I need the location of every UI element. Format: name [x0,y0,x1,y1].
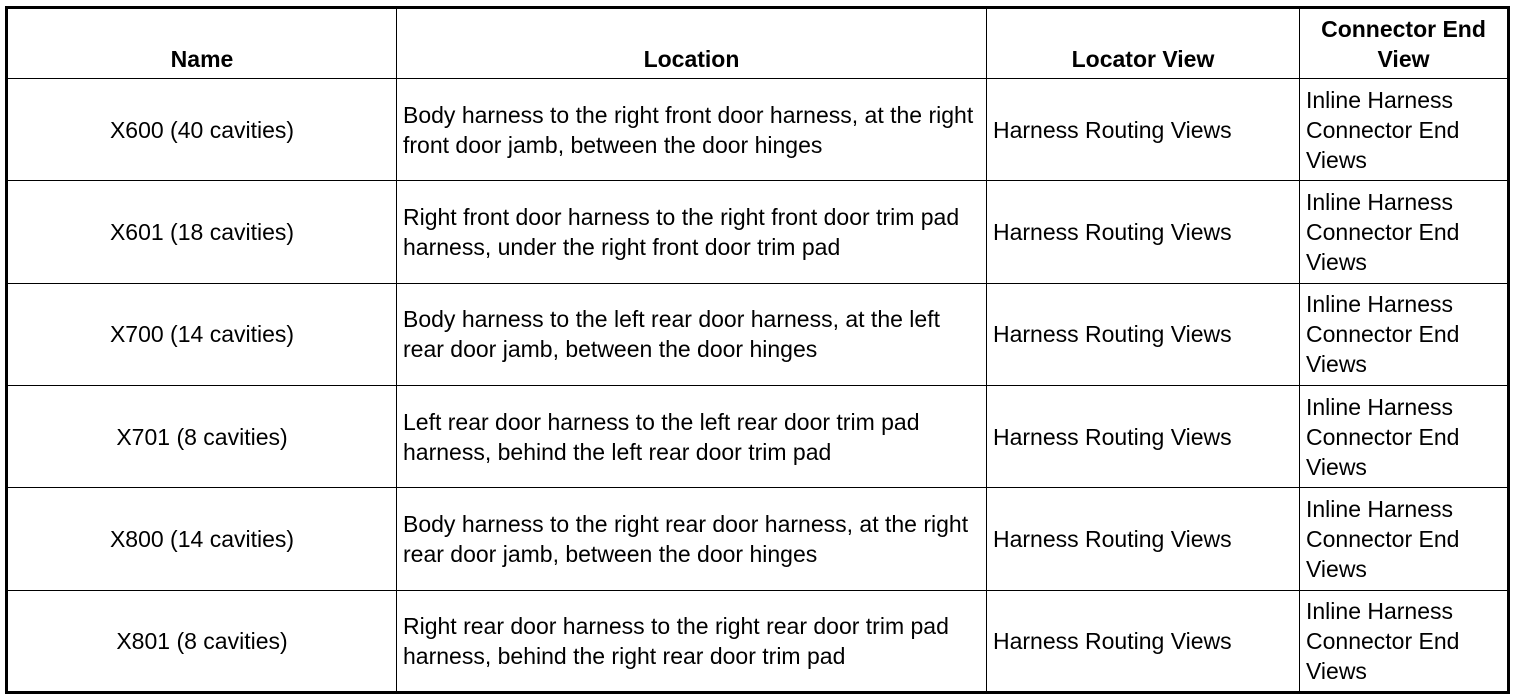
connector-name: X801 (8 cavities) [7,590,397,692]
locator-view-link[interactable]: Harness Routing Views [987,181,1300,283]
header-locator-view: Locator View [987,8,1300,79]
connector-name: X601 (18 cavities) [7,181,397,283]
connector-name: X600 (40 cavities) [7,79,397,181]
table-row [7,181,1509,283]
table-row [7,488,1509,590]
connector-end-view-link[interactable]: Inline Harness Connector End Views [1300,283,1509,385]
connector-name: X701 (8 cavities) [7,385,397,487]
connector-location: Right front door harness to the right front door trim pad harness, under the right front door trim pad [397,181,987,283]
table-row [7,590,1509,692]
connector-end-view-link[interactable]: Inline Harness Connector End Views [1300,385,1509,487]
connector-location: Left rear door harness to the left rear door trim pad harness, behind the left rear door trim pad [397,385,987,487]
connector-end-view-link[interactable]: Inline Harness Connector End Views [1300,79,1509,181]
locator-view-link[interactable]: Harness Routing Views [987,488,1300,590]
connector-location: Right rear door harness to the right rear door trim pad harness, behind the right rear door trim pad [397,590,987,692]
connector-end-view-link[interactable]: Inline Harness Connector End Views [1300,488,1509,590]
header-connector-end-view: Connector End View [1300,8,1509,79]
connector-location: Body harness to the left rear door harness, at the left rear door jamb, between the door hinges [397,283,987,385]
connector-table [5,6,1510,694]
table-row [7,79,1509,181]
connector-name: X700 (14 cavities) [7,283,397,385]
locator-view-link[interactable]: Harness Routing Views [987,590,1300,692]
header-name: Name [7,8,397,79]
header-row [7,8,1509,79]
locator-view-link[interactable]: Harness Routing Views [987,283,1300,385]
connector-location: Body harness to the right rear door harness, at the right rear door jamb, between the door hinges [397,488,987,590]
connector-location: Body harness to the right front door harness, at the right front door jamb, between the door hinges [397,79,987,181]
connector-end-view-link[interactable]: Inline Harness Connector End Views [1300,590,1509,692]
connector-end-view-link[interactable]: Inline Harness Connector End Views [1300,181,1509,283]
header-location: Location [397,8,987,79]
table-row [7,385,1509,487]
locator-view-link[interactable]: Harness Routing Views [987,385,1300,487]
locator-view-link[interactable]: Harness Routing Views [987,79,1300,181]
table-row [7,283,1509,385]
connector-name: X800 (14 cavities) [7,488,397,590]
